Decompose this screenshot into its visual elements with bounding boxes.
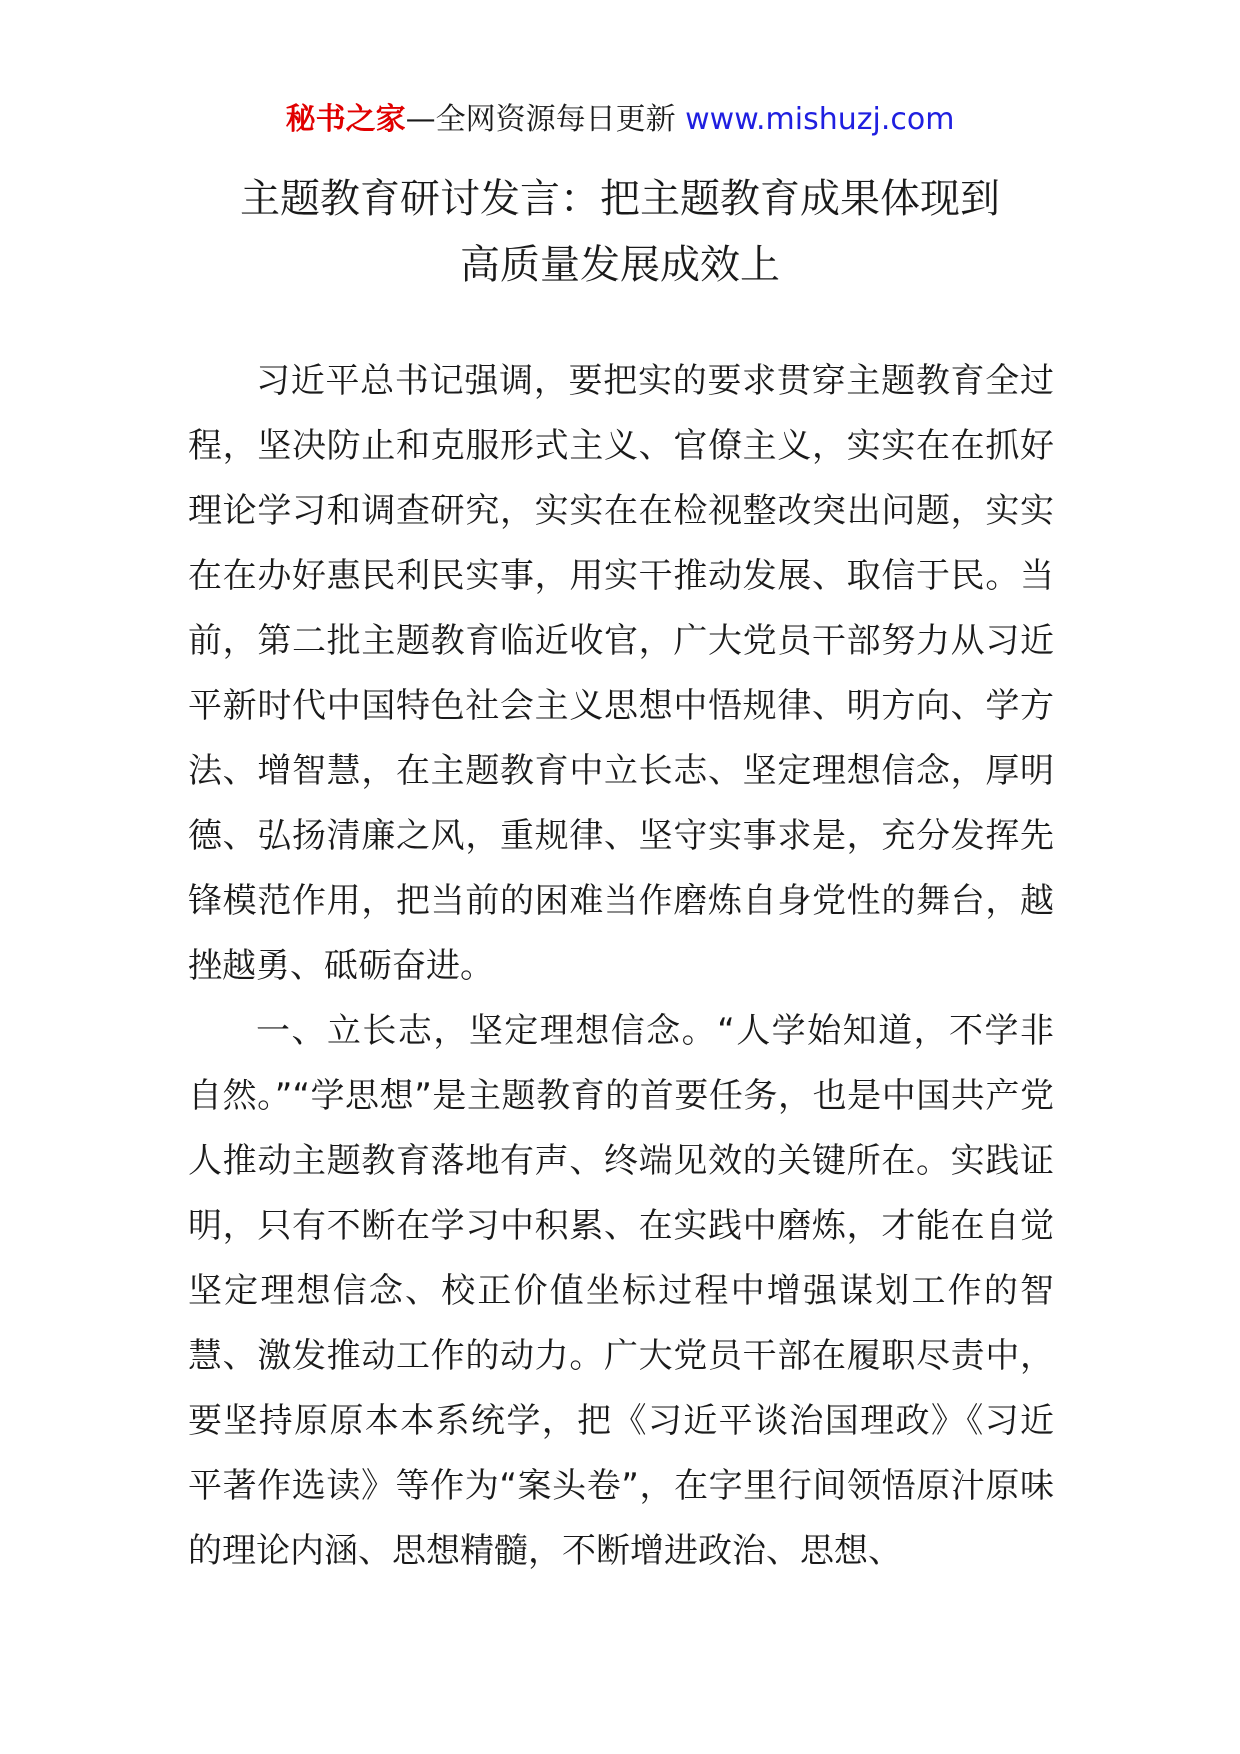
title-line-1: 主题教育研讨发言：把主题教育成果体现到 <box>240 176 1000 222</box>
title-line-2: 高质量发展成效上 <box>460 242 780 288</box>
website-link[interactable]: www.mishuzj.com <box>685 102 955 137</box>
brand-name: 秘书之家 <box>285 102 406 137</box>
paragraph-section-one: 一、立长志，坚定理想信念。“人学始知道，不学非自然。”“学思想”是主题教育的首要任务，也是中国共产党人推动主题教育落地有声、终端见效的关键所在。实践证明，只有不断在学习中积累、在实践中磨炼，才能在自觉坚定理想信念、校正价值坐标过程中增强谋划工作的智慧、激发推动工作的动力。广大党员干部在履职尽责中，要坚持原原本本系统学，把《习近平谈治国理政》《习近平著作选读》等作为“案头卷”，在字里行间领悟原汁原味的理论内涵、思想精髓，不断增进政治、思想、 <box>188 1011 1054 1571</box>
document-title <box>0 166 1240 298</box>
watermark-header <box>0 100 1240 140</box>
document-body <box>188 349 1054 1584</box>
header-tagline: —全网资源每日更新 <box>405 102 676 137</box>
paragraph-intro: 习近平总书记强调，要把实的要求贯穿主题教育全过程，坚决防止和克服形式主义、官僚主义，实实在在抓好理论学习和调查研究，实实在在检视整改突出问题，实实在在办好惠民利民实事，用实干推动发展、取信于民。当前，第二批主题教育临近收官，广大党员干部努力从习近平新时代中国特色社会主义思想中悟规律、明方向、学方法、增智慧，在主题教育中立长志、坚定理想信念，厚明德、弘扬清廉之风，重规律、坚守实事求是，充分发挥先锋模范作用，把当前的困难当作磨炼自身党性的舞台，越挫越勇、砥砺奋进。 <box>188 361 1054 986</box>
